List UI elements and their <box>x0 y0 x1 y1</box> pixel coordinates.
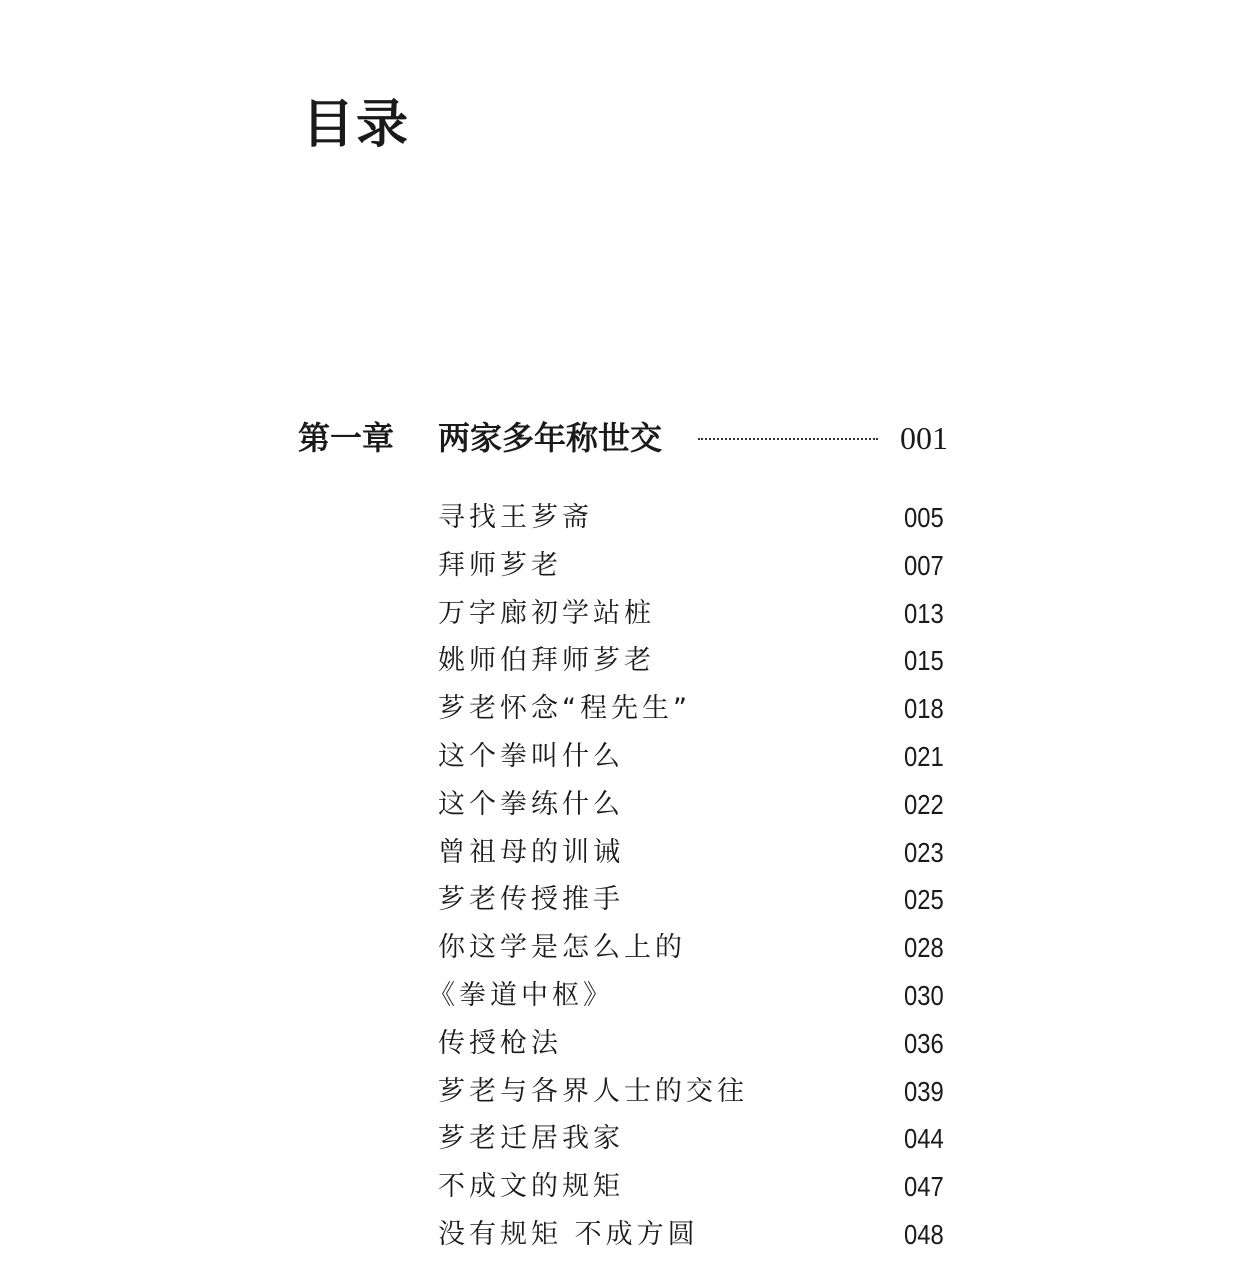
toc-item[interactable] <box>438 687 958 735</box>
toc-item[interactable] <box>438 639 958 687</box>
toc-item[interactable] <box>438 1165 958 1213</box>
chapter-page-number: 001 <box>900 420 948 456</box>
toc-item-page: 022 <box>904 788 944 820</box>
toc-item-page: 007 <box>904 549 944 581</box>
toc-item[interactable] <box>428 974 958 1022</box>
toc-item[interactable] <box>438 1117 958 1165</box>
toc-item-title: 芗老迁居我家 <box>438 1123 624 1155</box>
toc-item-title: 不成文的规矩 <box>438 1171 624 1203</box>
chapter-label: 第一章 <box>298 419 395 457</box>
toc-item[interactable] <box>438 544 958 592</box>
chapter-title: 两家多年称世交 <box>438 419 663 457</box>
toc-item-title: 芗老传授推手 <box>438 884 624 916</box>
toc-item-page: 018 <box>904 693 944 725</box>
toc-item-page: 025 <box>904 884 944 916</box>
toc-item[interactable] <box>438 496 958 544</box>
toc-item-page: 039 <box>904 1075 944 1107</box>
toc-item-page: 013 <box>904 597 944 629</box>
toc-item-title: 这个拳练什么 <box>438 788 624 820</box>
toc-item-title: 你这学是怎么上的 <box>438 932 686 964</box>
toc-item[interactable] <box>438 783 958 831</box>
toc-item[interactable] <box>438 1213 958 1261</box>
toc-item[interactable] <box>438 831 958 879</box>
toc-item-page: 036 <box>904 1027 944 1059</box>
toc-item[interactable] <box>438 592 958 640</box>
toc-item-page: 048 <box>904 1218 944 1250</box>
toc-list <box>428 496 958 1261</box>
dotted-leader <box>698 438 878 440</box>
toc-item-page: 044 <box>904 1123 944 1155</box>
toc-item-title: 这个拳叫什么 <box>438 740 624 772</box>
toc-item-page: 023 <box>904 836 944 868</box>
toc-item-title: 芗老怀念“程先生” <box>438 693 691 725</box>
toc-item-title: 拜师芗老 <box>438 549 562 581</box>
toc-item-title: 芗老与各界人士的交往 <box>438 1075 748 1107</box>
toc-item-title: 没有规矩 不成方圆 <box>438 1218 699 1250</box>
toc-item-title: 寻找王芗斋 <box>438 502 593 533</box>
toc-item-page: 015 <box>904 645 944 677</box>
toc-item-title: 万字廊初学站桩 <box>438 597 655 629</box>
toc-item[interactable] <box>438 878 958 926</box>
toc-item[interactable] <box>438 1070 958 1118</box>
toc-item-title: 传授枪法 <box>438 1027 562 1059</box>
page-title: 目录 <box>302 94 411 155</box>
toc-item-page: 047 <box>904 1171 944 1203</box>
toc-item-page: 030 <box>904 979 944 1011</box>
toc-item-page: 021 <box>904 740 944 772</box>
chapter-heading[interactable] <box>298 416 958 464</box>
toc-item-title: 《拳道中枢》 <box>428 979 614 1011</box>
toc-item[interactable] <box>438 926 958 974</box>
toc-item-page: 028 <box>904 932 944 964</box>
toc-item-title: 曾祖母的训诫 <box>438 836 624 868</box>
toc-item[interactable] <box>438 1022 958 1070</box>
toc-item[interactable] <box>438 735 958 783</box>
toc-item-page: 005 <box>904 502 944 533</box>
toc-item-title: 姚师伯拜师芗老 <box>438 645 655 677</box>
